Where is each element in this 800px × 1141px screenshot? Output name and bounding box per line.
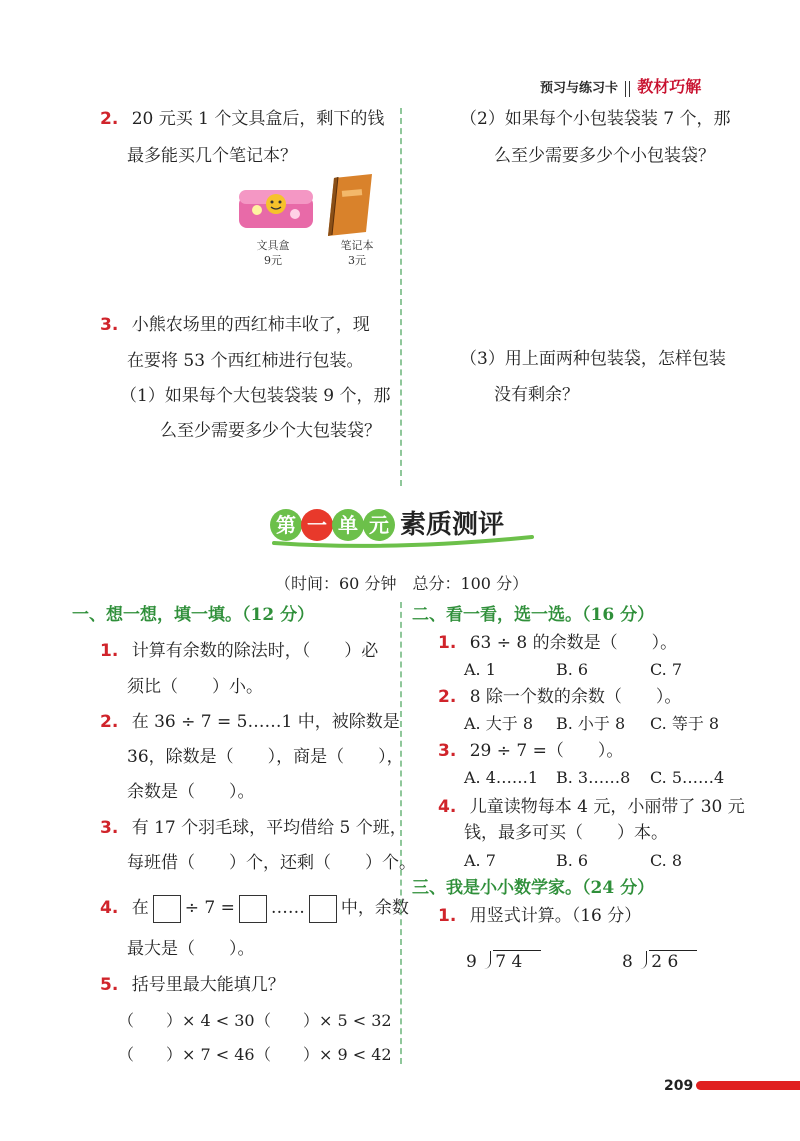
- q4-text-d: 中，余数: [340, 898, 409, 918]
- answer-box[interactable]: [153, 895, 181, 923]
- s2-q4-option-c[interactable]: C. 8: [650, 851, 683, 870]
- banner-char-4: 元: [369, 513, 389, 537]
- s1-q4-line2: 最大是（ ）。: [127, 939, 255, 959]
- notebook-image: [322, 172, 378, 238]
- s2-q2-option-a[interactable]: A. 大于 8: [464, 714, 533, 733]
- item-name: 文具盒: [256, 239, 290, 252]
- upper-q3-line2: 在要将 53 个西红柿进行包装。: [127, 351, 364, 371]
- question-text: 在 36 ÷ 7 = 5……1 中，被除数是: [131, 712, 400, 732]
- dividend: 7 4: [493, 950, 541, 973]
- upper-sub3-line2: 没有剩余？: [494, 385, 579, 405]
- upper-sub2-line2: 么至少需要多少个小包装袋？: [494, 146, 715, 166]
- long-division-2: [622, 950, 697, 973]
- notebook-caption: [332, 238, 382, 268]
- question-number: 1.: [438, 633, 457, 653]
- upper-sub2: （2）如果每个小包装袋装 7 个，那: [460, 109, 731, 129]
- upper-q2-line2: 最多能买几个笔记本？: [127, 146, 297, 166]
- question-number: 2.: [438, 687, 457, 707]
- upper-q3-sub1-line2: 么至少需要多少个大包装袋？: [160, 421, 381, 441]
- question-number: 4.: [438, 797, 457, 817]
- page-header: [540, 78, 701, 98]
- s1-q3: [100, 817, 407, 839]
- question-text: 20 元买 1 个文具盒后，剩下的钱: [131, 109, 385, 129]
- question-text: 63 ÷ 8 的余数是（ ）。: [469, 633, 678, 653]
- answer-box[interactable]: [309, 895, 337, 923]
- item-name: 笔记本: [340, 239, 374, 252]
- long-division-1: [466, 950, 541, 973]
- s1-q5: [100, 974, 285, 996]
- item-price: 3元: [348, 254, 366, 267]
- question-text: 括号里最大能填几？: [131, 975, 285, 995]
- upper-q3-sub1: （1）如果每个大包装袋装 9 个，那: [120, 386, 391, 406]
- s2-q1-option-a[interactable]: A. 1: [464, 660, 496, 679]
- s2-q1-option-c[interactable]: C. 7: [650, 660, 683, 679]
- banner-char-1: 第: [276, 513, 296, 537]
- dividend: 2 6: [649, 950, 697, 973]
- question-text: 29 ÷ 7 =（ ）。: [469, 741, 624, 761]
- s2-q2-option-b[interactable]: B. 小于 8: [556, 714, 626, 733]
- time-info: （时间：60 分钟 总分：100 分）: [275, 574, 529, 593]
- question-text: 有 17 个羽毛球，平均借给 5 个班，: [131, 818, 407, 838]
- q4-text-a: 在: [131, 898, 149, 918]
- q4-text-c: ……: [270, 898, 305, 918]
- question-number: 3.: [100, 315, 119, 335]
- question-number: 5.: [100, 975, 119, 995]
- unit-banner: [270, 505, 540, 551]
- question-text: 小熊农场里的西红柿丰收了，现: [131, 315, 370, 335]
- s2-q2: [438, 686, 681, 708]
- s2-q4-line2: 钱，最多可买（ ）本。: [464, 823, 668, 843]
- s1-q4: [100, 893, 409, 923]
- section3-title: 三、我是小小数学家。（24 分）: [412, 878, 655, 898]
- divisor: 9: [466, 952, 477, 972]
- banner-char-3: 单: [338, 513, 358, 537]
- s1-q5-row1a: （ ）× 4 < 30: [118, 1011, 255, 1030]
- s1-q1: [100, 640, 378, 662]
- question-text: 8 除一个数的余数（ ）。: [469, 687, 682, 707]
- question-number: 1.: [438, 906, 457, 926]
- question-number: 4.: [100, 898, 119, 918]
- s1-q5-row1b: （ ）× 5 < 32: [255, 1011, 392, 1030]
- banner-char-2: 一: [307, 513, 327, 537]
- s2-q4-option-b[interactable]: B. 6: [556, 851, 589, 870]
- s2-q3-option-c[interactable]: C. 5……4: [650, 768, 725, 787]
- s1-q2-line3: 余数是（ ）。: [127, 782, 255, 802]
- question-text: 用竖式计算。（16 分）: [469, 906, 642, 926]
- s1-q2-line2: 36，除数是（ ），商是（ ），: [127, 747, 404, 767]
- s2-q1: [438, 632, 677, 654]
- question-number: 2.: [100, 712, 119, 732]
- answer-box[interactable]: [239, 895, 267, 923]
- s2-q3-option-a[interactable]: A. 4……1: [464, 768, 539, 787]
- header-divider: [625, 81, 630, 97]
- s2-q3: [438, 740, 623, 762]
- question-text: 儿童读物每本 4 元，小丽带了 30 元: [469, 797, 745, 817]
- item-price: 9元: [264, 254, 282, 267]
- division-bracket: [484, 951, 491, 969]
- header-book: 教材巧解: [637, 77, 702, 96]
- s2-q1-option-b[interactable]: B. 6: [556, 660, 589, 679]
- s2-q4: [438, 796, 745, 818]
- upper-column-divider: [400, 108, 402, 486]
- question-number: 1.: [100, 641, 119, 661]
- banner-rest: 素质测评: [400, 510, 505, 540]
- question-number: 3.: [438, 741, 457, 761]
- s1-q5-row2a: （ ）× 7 < 46: [118, 1045, 255, 1064]
- s2-q2-option-c[interactable]: C. 等于 8: [650, 714, 720, 733]
- s3-q1: [438, 905, 641, 927]
- upper-q2: [100, 108, 384, 130]
- question-number: 3.: [100, 818, 119, 838]
- section1-title: 一、想一想，填一填。（12 分）: [72, 605, 315, 625]
- upper-q3: [100, 314, 370, 336]
- q4-text-b: ÷ 7 =: [184, 898, 235, 918]
- upper-sub3: （3）用上面两种包装袋，怎样包装: [460, 349, 726, 369]
- page-number: 209: [664, 1078, 694, 1094]
- s1-q3-line2: 每班借（ ）个，还剩（ ）个。: [127, 853, 416, 873]
- question-number: 2.: [100, 109, 119, 129]
- question-text: 计算有余数的除法时，（ ）必: [131, 641, 379, 661]
- pencil-box-image: [235, 178, 317, 234]
- pencil-box-caption: [248, 238, 298, 268]
- section2-title: 二、看一看，选一选。（16 分）: [412, 605, 655, 625]
- s1-q1-line2: 须比（ ）小。: [127, 677, 263, 697]
- s2-q4-option-a[interactable]: A. 7: [464, 851, 496, 870]
- page-footer-bar: [696, 1081, 800, 1090]
- s1-q5-row2b: （ ）× 9 < 42: [255, 1045, 392, 1064]
- s2-q3-option-b[interactable]: B. 3……8: [556, 768, 631, 787]
- division-bracket: [640, 951, 647, 969]
- s1-q2: [100, 711, 400, 733]
- header-series: 预习与练习卡: [540, 81, 619, 96]
- divisor: 8: [622, 952, 633, 972]
